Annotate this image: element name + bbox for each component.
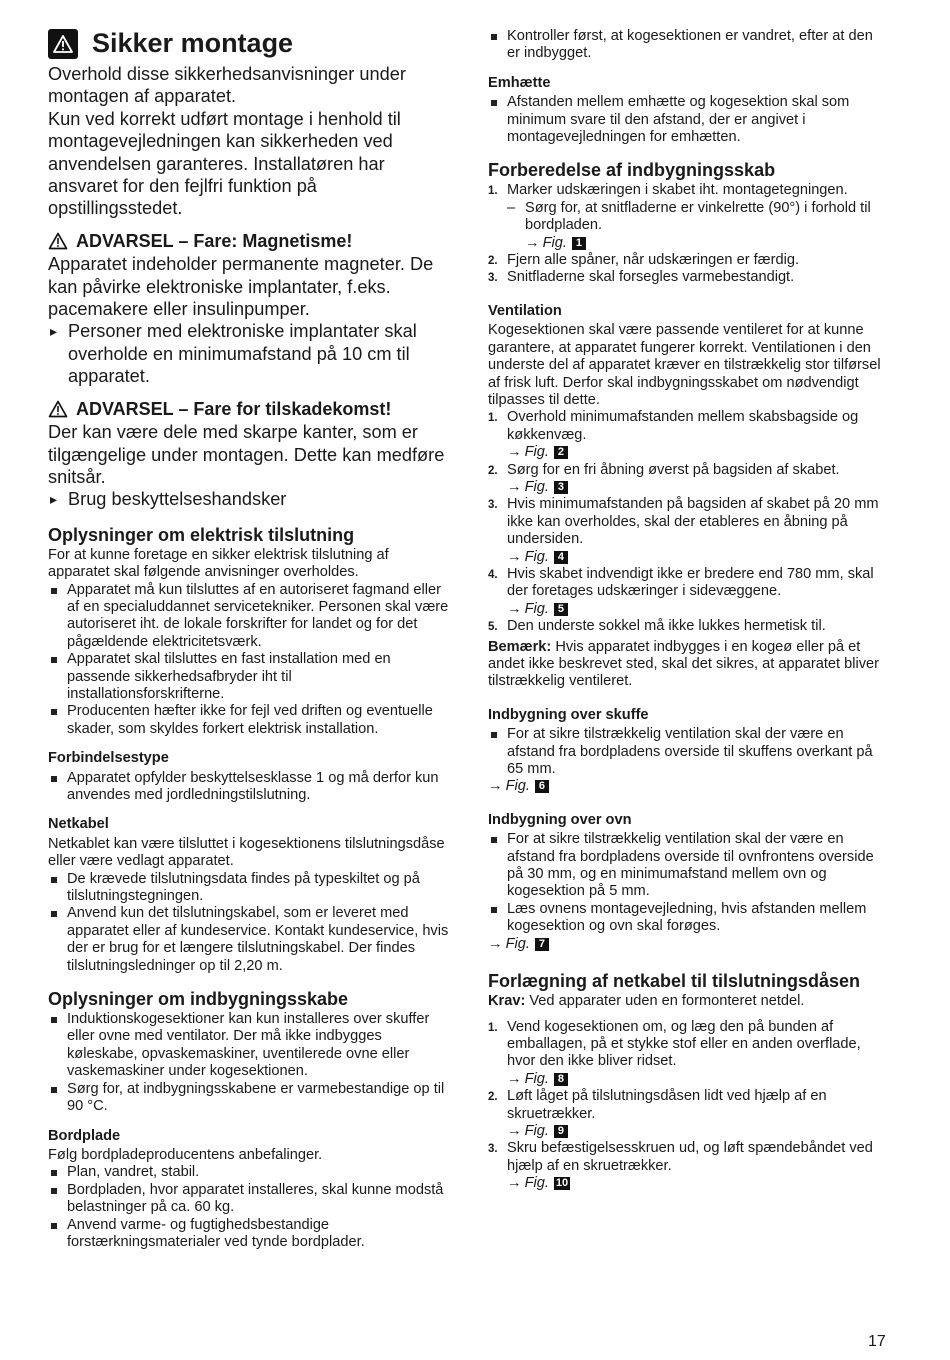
bullet-list <box>48 582 453 739</box>
sub-item: – Sørg for, at snitfladerne er vinkelrette (90°) i forhold til bordpladen. → Fig. 1 <box>507 200 888 252</box>
figure-reference: → Fig. 2 <box>507 444 888 461</box>
bullet-list <box>48 1011 453 1115</box>
figure-reference: → Fig. 5 <box>507 601 888 618</box>
figure-reference: → Fig. 1 <box>525 235 888 252</box>
list-item: Anvend varme- og fugtighedsbestandige forstærkningsmaterialer ved tynde bordplader. <box>48 1217 453 1252</box>
heading-preparation: Forberedelse af indbygningsskab <box>488 160 776 181</box>
list-item: Læs ovnens montagevejledning, hvis afstanden mellem kogesektion og ovn skal forøges. <box>488 901 888 936</box>
heading-over-drawer: Indbygning over skuffe <box>488 706 649 723</box>
warning-heading: ADVARSEL – Fare: Magnetisme! <box>48 230 453 252</box>
list-item: Plan, vandret, stabil. <box>48 1164 453 1181</box>
section-title: Sikker montage <box>48 28 453 59</box>
warning-action: ▸ Personer med elektroniske implantater skal overholde en minimumafstand på 10 cm til apparatet. <box>48 320 453 387</box>
figure-reference: → Fig. 6 <box>488 778 888 795</box>
heading-hood: Emhætte <box>488 74 551 91</box>
list-item: 3. Skru befæstigelsesskruen ud, og løft spændebåndet ved hjælp af en skruetrækker. → Fig. 10 <box>488 1140 888 1192</box>
list-item: 2. Løft låget på tilslutningsdåsen lidt ved hjælp af en skruetrækker. → Fig. 9 <box>488 1088 888 1140</box>
right-column <box>488 28 888 1193</box>
list-item: Apparatet skal tilsluttes en fast installation med en passende sikkerhedsafbryder iht til installationsforskrifterne. <box>48 651 453 703</box>
warning-triangle-icon <box>48 400 68 418</box>
list-item: Induktionskogesektioner kan kun installeres over skuffer eller ovne med ventilator. Der må ikke indbygges køleskabe, opvaskemaskiner, uventilerede ovne eller vaskemaskiner under kogesektionen. <box>48 1011 453 1081</box>
heading-ventilation: Ventilation <box>488 302 562 319</box>
figure-reference: → Fig. 7 <box>488 936 888 953</box>
paragraph: For at kunne foretage en sikker elektrisk tilslutning af apparatet skal følgende anvisninger overholdes. <box>48 546 389 581</box>
bullet-list <box>488 94 888 146</box>
warning-icon <box>48 29 78 59</box>
numbered-list <box>488 1019 888 1193</box>
list-item: De krævede tilslutningsdata findes på typeskiltet og på tilslutningstegningen. <box>48 871 453 906</box>
list-item: Apparatet må kun tilsluttes af en autoriseret fagmand eller af en specialuddannet servicetekniker. Personen skal være autoriseret iht. de lokale forskrifter for landet og for det pågældende elektricitetsværk. <box>48 582 453 652</box>
bullet-list <box>488 726 888 778</box>
heading-worktop: Bordplade <box>48 1127 121 1144</box>
list-item: 3. Hvis minimumafstanden på bagsiden af skabet på 20 mm ikke kan overholdes, skal der etableres en åbning på undersiden. → Fig. 4 <box>488 496 888 566</box>
list-item: Sørg for, at indbygningsskabene er varmebestandige op til 90 °C. <box>48 1081 453 1116</box>
heading-cable-routing: Forlægning af netkabel til tilslutningsdåsen <box>488 971 861 992</box>
figure-reference: → Fig. 4 <box>507 549 888 566</box>
bullet-list <box>48 770 453 805</box>
list-item: For at sikre tilstrækkelig ventilation skal der være en afstand fra bordpladens overside til ovnfrontens overside på 30 mm, og en minimumafstand mellem ovn og kogesektion på 5 mm. <box>488 831 888 901</box>
list-item: Bordpladen, hvor apparatet installeres, skal kunne modstå belastninger på ca. 60 kg. <box>48 1182 453 1217</box>
list-item: 1. Vend kogesektionen om, og læg den på bunden af emballagen, på et stykke stof eller en anden overflade, hvor den ikke bliver ridset. → Fig. 8 <box>488 1019 888 1089</box>
intro-paragraph: Overhold disse sikkerhedsanvisninger under montagen af apparatet. <box>48 64 406 107</box>
bullet-list <box>488 831 888 935</box>
list-item: Afstanden mellem emhætte og kogesektion skal som minimum svare til den afstand, der er angivet i montagevejledningen for emhætten. <box>488 94 888 146</box>
heading-cabinets: Oplysninger om indbygningsskabe <box>48 989 349 1010</box>
heading-power-cable: Netkabel <box>48 816 109 833</box>
numbered-list <box>488 182 888 199</box>
list-item: 1. Overhold minimumafstanden mellem skabsbagside og køkkenvæg. → Fig. 2 <box>488 409 888 461</box>
figure-reference: → Fig. 8 <box>507 1071 888 1088</box>
warning-triangle-icon <box>48 232 68 250</box>
list-item: Kontroller først, at kogesektionen er vandret, efter at den er indbygget. <box>488 28 888 63</box>
list-item: 4. Hvis skabet indvendigt ikke er bredere end 780 mm, skal der foretages udskæringer i sidevæggene. → Fig. 5 <box>488 566 888 618</box>
bullet-list <box>488 28 888 63</box>
list-item: Apparatet opfylder beskyttelsesklasse 1 og må derfor kun anvendes med jordledningstilslutning. <box>48 770 453 805</box>
warning-heading: ADVARSEL – Fare for tilskadekomst! <box>48 398 453 420</box>
paragraph: Følg bordpladeproducentens anbefalinger. <box>48 1146 323 1163</box>
warning-action: ▸ Brug beskyttelseshandsker <box>48 488 453 510</box>
list-item: For at sikre tilstrækkelig ventilation skal der være en afstand fra bordpladens overside til skuffens overkant på 65 mm. <box>488 726 888 778</box>
bullet-list <box>48 1164 453 1251</box>
list-item: 5. Den underste sokkel må ikke lukkes hermetisk til. <box>488 618 826 635</box>
bullet-list <box>48 871 453 975</box>
numbered-list <box>488 252 888 287</box>
figure-reference: → Fig. 9 <box>507 1123 888 1140</box>
left-column <box>48 28 453 1251</box>
list-item: 2. Fjern alle spåner, når udskæringen er færdig. <box>488 252 800 269</box>
page-number: 17 <box>868 1333 886 1350</box>
list-item: 1. Marker udskæringen i skabet iht. montagetegningen. <box>488 182 848 199</box>
heading-connection-type: Forbindelsestype <box>48 750 169 767</box>
heading-over-oven: Indbygning over ovn <box>488 811 632 828</box>
list-item: Anvend kun det tilslutningskabel, som er leveret med apparatet eller af kundeservice. Kontakt kundeservice, hvis der er brug for et længere tilslutningskabel. Der findes tilslutningsledninger op til 2,20 m. <box>48 905 453 975</box>
list-item: 3. Snitfladerne skal forsegles varmebestandigt. <box>488 269 795 286</box>
paragraph: Kogesektionen skal være passende ventileret for at kunne garantere, at apparatet fungerer korrekt. Ventilationen i den underste del af apparatet kræver en tilstrækkelig stor tilførsel af frisk luft. Derfor skal indbygningsskabet om nødvendigt tilpasses til dette. <box>488 322 881 408</box>
note: Bemærk: Hvis apparatet indbygges i en kogeø eller på et andet ikke beskrevet sted, skal det sikres, at apparatet bliver tilstrækkelig ventileret. <box>488 638 879 690</box>
heading-electrical: Oplysninger om elektrisk tilslutning <box>48 524 355 545</box>
intro-paragraph: Kun ved korrekt udført montage i henhold til montagevejledningen kan sikkerheden ved anvendelsen garanteres. Installatøren har ansvaret for den fejlfri funktion på opstillingsstedet. <box>48 108 401 219</box>
figure-reference: → Fig. 3 <box>507 479 888 496</box>
requirement: Krav: Ved apparater uden en formonteret netdel. <box>488 993 805 1010</box>
list-item: Producenten hæfter ikke for fejl ved driften og eventuelle skader, som skyldes forkert elektrisk installation. <box>48 703 453 738</box>
numbered-list <box>488 409 888 635</box>
figure-reference: → Fig. 10 <box>507 1175 569 1192</box>
warning-text: Der kan være dele med skarpe kanter, som er tilgængelige under montagen. Dette kan medføre snitsår. <box>48 422 445 487</box>
warning-text: Apparatet indeholder permanente magneter. De kan påvirke elektroniske implantater, f.eks. pacemakere eller insulinpumper. <box>48 254 434 320</box>
paragraph: Netkablet kan være tilsluttet i kogesektionens tilslutningsdåse eller være vedlagt apparatet. <box>48 835 445 870</box>
list-item: 2. Sørg for en fri åbning øverst på bagsiden af skabet. → Fig. 3 <box>488 462 888 497</box>
